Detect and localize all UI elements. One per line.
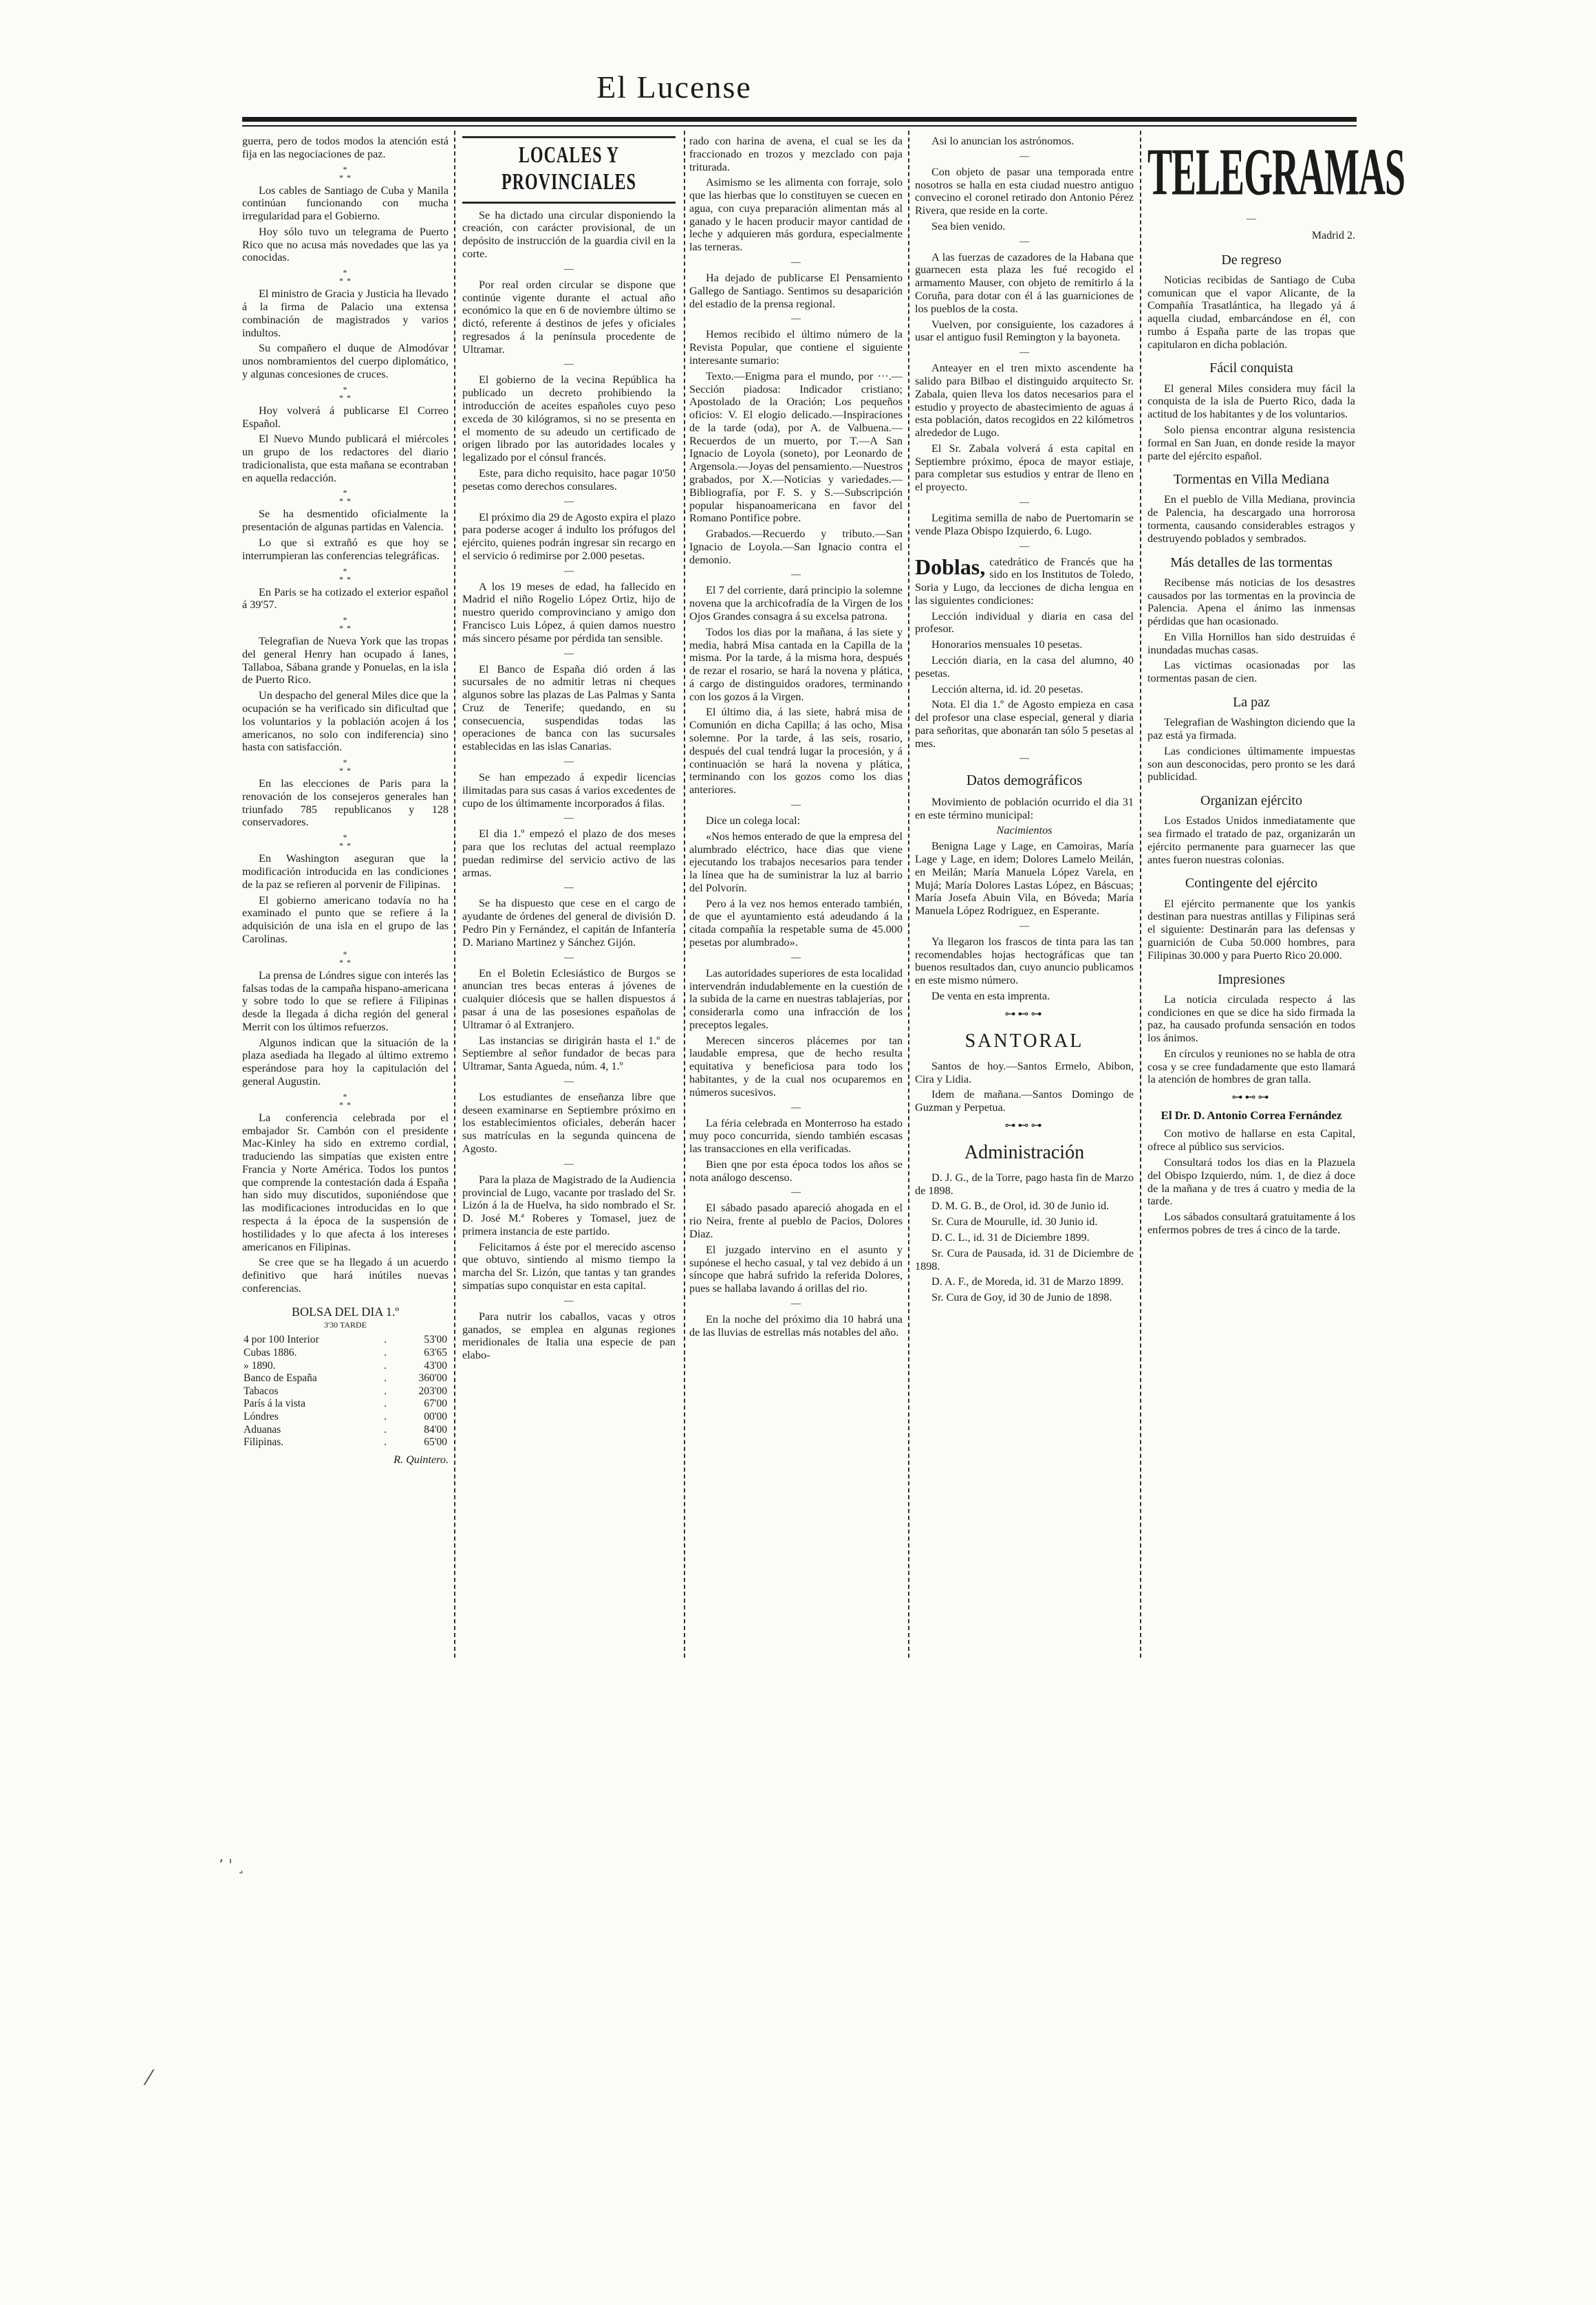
bolsa-leader: . bbox=[384, 1385, 387, 1397]
article-paragraph: Se ha dispuesto que cese en el cargo de ayudante de órdenes del general de división D. Pedro Pin y Fernández, el capitán de Infantería D. Mariano Martinez y Sánchez Gijón. bbox=[462, 897, 676, 949]
separator-dash: — bbox=[1020, 753, 1029, 764]
article-paragraph: La conferencia celebrada por el embajador Sr. Cambón con el presidente Mac-Kinley ha sido en extremo cordial, traduciendo las simpatías que existen entre Francia y Norte América. Todos los puntos que comprende la contestación dada á España han sido muy discutidos, suponiéndose que las modificaciones introducidas en lo que respecta á la época de la suspensión de hostilidades y lo que afecta á los intereses americanos en Filipinas. bbox=[242, 1111, 449, 1253]
column-5 bbox=[1147, 135, 1405, 1717]
bolsa-leader: . bbox=[384, 1372, 387, 1385]
separator-dash: — bbox=[791, 257, 801, 268]
news-heading: Organizan ejército bbox=[1200, 793, 1302, 809]
separator-dash: — bbox=[791, 314, 801, 325]
article-paragraph: rado con harina de avena, el cual se les da fraccionado en trozos y mezclado con paja triturada. bbox=[689, 135, 903, 173]
article-paragraph: Solo piensa encontrar alguna resistencia formal en San Juan, en donde reside la mayor parte del ejército español. bbox=[1147, 423, 1355, 462]
article-paragraph: Grabados.—Recuerdo y tributo.—San Ignacio de Loyola.—San Ignacio contra el demonio. bbox=[689, 528, 903, 566]
bolsa-value: 53'00 bbox=[424, 1334, 447, 1346]
article-paragraph: El último dia, á las siete, habrá misa de Comunión en dicha Capilla; á las ocho, Misa solemne. Por la tarde, á las seis, rosario, después del cual tendrá lugar la procesión, y á continuación se hará la novena y plática, terminando con los gozos como los dias anteriores. bbox=[689, 706, 903, 797]
separator-dash: — bbox=[564, 1158, 574, 1169]
separator-dash: — bbox=[791, 570, 801, 581]
bolsa-value: 67'00 bbox=[424, 1398, 447, 1410]
separator-dash: — bbox=[1247, 214, 1256, 224]
article-paragraph: Se cree que se ha llegado á un acuerdo definitivo que hará inútiles nuevas conferencias. bbox=[242, 1256, 449, 1295]
article-paragraph: Su compañero el duque de Almodóvar unos nombramientos del cuerpo diplomático, y algunas concesiones de cruces. bbox=[242, 342, 449, 380]
bolsa-value: 63'65 bbox=[424, 1347, 447, 1359]
separator-dash: — bbox=[791, 799, 801, 810]
column-3 bbox=[689, 135, 903, 1717]
article-paragraph: A los 19 meses de edad, ha fallecido en Madrid el niño Rogelio López Ortiz, hijo de nuestro querido comprovinciano y amigo don Francisco Luis López, á quien damos nuestro más sincero pésame por pérdida tan sensible. bbox=[462, 580, 676, 645]
header-rule-thick bbox=[242, 117, 1357, 122]
bolsa-table bbox=[242, 1334, 449, 1449]
separator-dash: — bbox=[1020, 920, 1029, 931]
separator-dash: — bbox=[791, 952, 801, 963]
ornament: ⊶⊷⊶ bbox=[1004, 1008, 1044, 1020]
article-paragraph: guerra, pero de todos modos la atención está fija en las negociaciones de paz. bbox=[242, 135, 449, 160]
section-heading: Datos demográficos bbox=[966, 772, 1083, 789]
article-paragraph: Algunos indican que la situación de la plaza asediada ha llegado al último extremo esperándose para hoy la capitulación del general Augustin. bbox=[242, 1036, 449, 1087]
bolsa-row bbox=[242, 1334, 449, 1347]
article-paragraph: Asi lo anuncian los astrónomos. bbox=[931, 135, 1075, 147]
bolsa-value: 360'00 bbox=[418, 1372, 447, 1385]
bolsa-leader: . bbox=[384, 1359, 387, 1372]
bolsa-time: 3'30 TARDE bbox=[324, 1319, 367, 1330]
column-divider bbox=[454, 131, 455, 1658]
bolsa-row bbox=[242, 1385, 449, 1398]
separator-dash: — bbox=[1020, 347, 1029, 358]
article-paragraph: Sr. Cura de Goy, id 30 de Junio de 1898. bbox=[931, 1291, 1112, 1304]
article-paragraph: Los sábados consultará gratuitamente á los enfermos pobres de tres á cinco de la tarde. bbox=[1147, 1211, 1355, 1236]
separator-dash: — bbox=[1020, 497, 1029, 508]
news-heading: De regreso bbox=[1221, 252, 1282, 268]
article-paragraph: Se han empezado á expedir licencias ilimitadas para sus casas á varios excedentes de cupo de los últimamente incorporados á filas. bbox=[462, 771, 676, 810]
article-paragraph: En círculos y reuniones no se habla de otra cosa y se cree fundadamente que esto llamará la atención de hombres de gran talla. bbox=[1147, 1047, 1355, 1086]
column-2 bbox=[462, 135, 676, 1717]
article-paragraph: Asimismo se les alimenta con forraje, solo que las hierbas que lo constituyen se cuecen en agua, con cuya preparación alimentan más al ganado y le hacen producir mayor cantidad de leche y adquieren más gordura, especialmente las terneras. bbox=[689, 176, 903, 254]
column-divider bbox=[1140, 131, 1141, 1658]
article-paragraph: El sábado pasado apareció ahogada en el rio Neira, frente al pueblo de Pacios, Dolores Diaz. bbox=[689, 1202, 903, 1241]
article-paragraph: Recibense más noticias de los desastres causados por las tormentas en la provincia de Palencia. Apena el ánimo las inmensas pérdidas que han ocasionado. bbox=[1147, 576, 1355, 628]
bolsa-value: 84'00 bbox=[424, 1423, 447, 1436]
article-paragraph: El gobierno de la vecina República ha publicado un decreto prohibiendo la introducción de aceites españoles cuyo peso exceda de 30 kilógramos, si no se presenta en el momento de su adeudo un certificado de origen librado por las autoridades locales y legalizado por el cónsul francés. bbox=[462, 374, 676, 464]
article-paragraph: En la noche del próximo dia 10 habrá una de las lluvias de estrellas más notables del año. bbox=[689, 1312, 903, 1339]
separator-dash: — bbox=[564, 263, 574, 274]
separator-dash: — bbox=[564, 1076, 574, 1087]
doblas-advertisement bbox=[915, 556, 1134, 607]
article-paragraph: La prensa de Lóndres sigue con interés las falsas todas de la campaña hispano-americana y sobre todo lo que se refiere á Filipinas desde la llegada á dicha región del general Merrit con los últimos refuerzos. bbox=[242, 968, 449, 1033]
article-paragraph: «Nos hemos enterado de que la empresa del alumbrado eléctrico, hace dias que viene ejecutando los trabajos necesarios para tender la línea que ha de suministrar la luz al barrio del Polvorín. bbox=[689, 830, 903, 894]
news-heading: Fácil conquista bbox=[1209, 360, 1293, 376]
article-paragraph: El Banco de España dió orden á las sucursales de no admitir letras ni cheques algunos sobre las plazas de Las Palmas y Santa Cruz de Tenerife; quedando, en su consecuencia, suspendidas todas las operaciones de banca con las sucursales establecidas en las islas Canarias. bbox=[462, 662, 676, 753]
bolsa-leader: . bbox=[384, 1334, 387, 1346]
separator-dash: — bbox=[564, 565, 574, 576]
section-title: LOCALES Y PROVINCIALES bbox=[462, 136, 676, 204]
bolsa-leader: . bbox=[384, 1398, 387, 1410]
article-paragraph: Este, para dicho requisito, hace pagar 10'50 pesetas como derechos consulares. bbox=[462, 466, 676, 493]
article-paragraph: Texto.—Enigma para el mundo, por ···.—Sección piadosa: Indicador cristiano; Apostolado de la Oración; Los pequeños oficios: V. El elogio delicado.—Inspiraciones de la tarde (oda), por A. de Valbuena.—Recuerdos de un muerto, por T.—A San Ignacio de Loyola (soneto), por Leonardo de Argensola.—Joyas del pensamiento.—Nuestros grabados, por X.—Noticias y variedades.—Bibliografía, por F. S. y S.—Subscripción popular hispanoamericana en favor del Romano Pontifice pobre. bbox=[689, 369, 903, 525]
article-paragraph: Todos los dias por la mañana, á las siete y media, habrá Misa cantada en la Capilla de la misma. Por la tarde, á la misma hora, después de rezar el rosario, se hará la novena y plática, á cargo de distinguidos oradores, terminando con los gozos á la Virgen. bbox=[689, 625, 903, 703]
article-paragraph: El próximo dia 29 de Agosto expira el plazo para poderse acoger á indulto los prófugos del ejército, quienes podrán ingresar sin recargo en el servicio ó redimirse por 2.000 pesetas. bbox=[462, 510, 676, 562]
article-paragraph: Pero á la vez nos hemos enterado también, de que el ayuntamiento está adeudando á la citada compañía la respetable suma de 45.000 pesetas por alumbrado». bbox=[689, 897, 903, 949]
bolsa-title: BOLSA DEL DIA 1.º bbox=[292, 1304, 399, 1319]
bolsa-leader: . bbox=[384, 1423, 387, 1436]
article-paragraph: D. J. G., de la Torre, pago hasta fin de Marzo de 1898. bbox=[915, 1171, 1134, 1197]
separator-dash: — bbox=[791, 1298, 801, 1309]
article-paragraph: Lección individual y diaria en casa del profesor. bbox=[915, 609, 1134, 636]
article-paragraph: Telegrafian de Washington diciendo que la paz está ya firmada. bbox=[1147, 716, 1355, 742]
masthead-title: El Lucense bbox=[596, 69, 752, 105]
separator-dash: — bbox=[564, 359, 574, 370]
article-paragraph: Lección diaria, en la casa del alumno, 40 pesetas. bbox=[915, 654, 1134, 680]
separator-dash: — bbox=[791, 1102, 801, 1113]
bolsa-row bbox=[242, 1424, 449, 1437]
separator-stars: * * * bbox=[339, 949, 352, 967]
article-paragraph: Idem de mañana.—Santos Domingo de Guzman y Perpetua. bbox=[915, 1088, 1134, 1114]
separator-stars: * * * bbox=[339, 164, 352, 182]
doblas-name: Doblas, bbox=[915, 554, 986, 579]
article-paragraph: Sr. Cura de Pausada, id. 31 de Diciembre de 1898. bbox=[915, 1246, 1134, 1273]
article-paragraph: Los cables de Santiago de Cuba y Manila continúan funcionando con mucha irregularidad para el Gobierno. bbox=[242, 184, 449, 223]
article-paragraph: Merecen sinceros plácemes por tan laudable empresa, que de hecho resulta equitativa y beneficiosa para todo los habitantes, y de la cual nos ocuparemos en números sucesivos. bbox=[689, 1034, 903, 1099]
column-divider bbox=[684, 131, 685, 1658]
article-paragraph: Para nutrir los caballos, vacas y otros ganados, se emplea en algunas regiones meridionales de Italia una especie de pan elabo- bbox=[462, 1310, 676, 1362]
bolsa-row bbox=[242, 1360, 449, 1373]
article-paragraph: Lo que si extrañó es que hoy se interrumpieran las conferencias telegráficas. bbox=[242, 536, 449, 562]
subsection-heading: Nacimientos bbox=[996, 824, 1053, 837]
article-paragraph: Consultará todos los dias en la Plazuela del Obispo Izquierdo, núm. 1, de diez á doce de la mañana y de tres á cuatro y media de la tarde. bbox=[1147, 1156, 1355, 1208]
article-paragraph: Para la plaza de Magistrado de la Audiencia provincial de Lugo, vacante por traslado del Sr. Lizón á la de Huelva, ha sido nombrado el Sr. D. José M.ª Roberes y Tomasel, juez de primera instancia de este partido. bbox=[462, 1173, 676, 1237]
column-4 bbox=[915, 135, 1134, 1717]
separator-dash: — bbox=[1020, 151, 1029, 162]
bolsa-label: Filipinas. bbox=[244, 1436, 284, 1449]
separator-dash: — bbox=[564, 952, 574, 963]
article-paragraph: Hoy volverá á publicarse El Correo Español. bbox=[242, 404, 449, 430]
bolsa-value: 203'00 bbox=[418, 1385, 447, 1397]
article-paragraph: La féria celebrada en Monterroso ha estado muy poco concurrida, siendo también escasas las transacciones en ella verificadas. bbox=[689, 1116, 903, 1156]
article-paragraph: Con motivo de hallarse en esta Capital, ofrece al público sus servicios. bbox=[1147, 1127, 1355, 1154]
section-heading: Administración bbox=[964, 1142, 1085, 1164]
article-paragraph: Dice un colega local: bbox=[706, 814, 801, 827]
article-paragraph: Un despacho del general Miles dice que la ocupación se ha verificado sin dificultad que los voluntarios y la población acojen á los americanos, no solo con indiferencia) sino hasta con satisfacción. bbox=[242, 689, 449, 754]
article-paragraph: El Nuevo Mundo publicará el miércoles un grupo de los redactores del diario tradicionalista, que esta mañana se econtraban en aquella redacción. bbox=[242, 433, 449, 484]
article-paragraph: Se ha desmentido oficialmente la presentación de algunas partidas en Valencia. bbox=[242, 508, 449, 534]
bolsa-row bbox=[242, 1347, 449, 1360]
bolsa-label: » 1890. bbox=[244, 1359, 276, 1372]
separator-dash: — bbox=[564, 813, 574, 824]
article-paragraph: El Sr. Zabala volverá á esta capital en Septiembre próximo, época de mayor estiaje, para completar sus estudios y entrar de lleno en el proyecto. bbox=[915, 442, 1134, 494]
scan-mark: ٬ ' ¸ bbox=[219, 1857, 246, 1874]
article-paragraph: Santos de hoy.—Santos Ermelo, Abibon, Cira y Lidia. bbox=[915, 1059, 1134, 1085]
article-paragraph: Las autoridades superiores de esta localidad intervendrán indudablemente en la cuestión de la subida de la carne en nuestras tablajerías, por considerarla como una infracción de los preceptos legales. bbox=[689, 966, 903, 1031]
article-paragraph: Hoy sólo tuvo un telegrama de Puerto Rico que no acusa más novedades que las ya conocidas. bbox=[242, 225, 449, 264]
article-paragraph: Hemos recibido el último número de la Revista Popular, que contiene el siguiente interesante sumario: bbox=[689, 328, 903, 367]
article-paragraph: En el pueblo de Villa Mediana, provincia de Palencia, ha descargado una horrorosa tormenta, causando considerables estragos y destruyendo poblados y sembrados. bbox=[1147, 493, 1355, 545]
article-paragraph: D. C. L., id. 31 de Diciembre 1899. bbox=[931, 1231, 1090, 1244]
news-heading: Tormentas en Villa Mediana bbox=[1173, 472, 1330, 488]
separator-dash: — bbox=[1020, 541, 1029, 552]
article-paragraph: El 7 del corriente, dará principio la solemne novena que la archicofradía de la Virgen de los Ojos Grandes consagra á su excelsa patrona. bbox=[689, 584, 903, 623]
article-paragraph: D. A. F., de Moreda, id. 31 de Marzo 1899. bbox=[931, 1275, 1124, 1288]
news-heading: Impresiones bbox=[1218, 971, 1285, 987]
ornament: ⊶⊷⊶ bbox=[1004, 1119, 1044, 1132]
article-paragraph: Noticias recibidas de Santiago de Cuba comunican que el vapor Alicante, de la Compañía Trasatlántica, ha llegado yá á aquella ciudad, embarcándose en él, con rumbo á España parte de las tropas que capitularon en dicha población. bbox=[1147, 273, 1355, 351]
ornament: ⊶⊷⊶ bbox=[1231, 1092, 1271, 1104]
article-paragraph: Los Estados Unidos inmediatamente que sea firmado el tratado de paz, organizarán un ejército permanente para guarnecer las que antes fueron nuestras colonias. bbox=[1147, 814, 1355, 866]
bolsa-label: Banco de España bbox=[244, 1372, 317, 1385]
section-heading: SANTORAL bbox=[964, 1030, 1084, 1052]
article-paragraph: El gobierno americano todavía no ha examinado el punto que se refiere á la adquisición de una isla en el grupo de las Carolinas. bbox=[242, 894, 449, 945]
news-heading: Más detalles de las tormentas bbox=[1170, 554, 1333, 570]
article-paragraph: Honorarios mensuales 10 pesetas. bbox=[931, 638, 1083, 651]
article-paragraph: Lección alterna, id. id. 20 pesetas. bbox=[931, 682, 1083, 695]
article-paragraph: El ministro de Gracia y Justicia ha llevado á la firma de Palacio una extensa combinación de magistrados y varios indultos. bbox=[242, 288, 449, 339]
article-paragraph: Ha dejado de publicarse El Pensamiento Gallego de Santiago. Sentimos su desaparición del estadio de la prensa regional. bbox=[689, 272, 903, 310]
column-1 bbox=[242, 135, 449, 1717]
bolsa-row bbox=[242, 1398, 449, 1411]
bolsa-signature: R. Quintero. bbox=[393, 1453, 449, 1466]
column-divider bbox=[908, 131, 909, 1658]
article-paragraph: Sr. Cura de Mourulle, id. 30 Junio id. bbox=[931, 1215, 1098, 1229]
article-paragraph: Las instancias se dirigirán hasta el 1.º de Septiembre al señor fundador de becas para Ultramar, Santa Agueda, núm. 4, 1.º bbox=[462, 1034, 676, 1073]
advertisement: Legitima semilla de nabo de Puertomarin se vende Plaza Obispo Izquierdo, 6. Lugo. bbox=[915, 511, 1134, 537]
dateline: Madrid 2. bbox=[1311, 230, 1355, 241]
article-paragraph: Los estudiantes de enseñanza libre que deseen examinarse en Septiembre próximo en los establecimientos oficiales, deberán hacer sus matrículas en la segunda quincena de Agosto. bbox=[462, 1090, 676, 1155]
bolsa-label: Aduanas bbox=[244, 1423, 281, 1436]
article-paragraph: Telegrafian de Nueva York que las tropas del general Henry han ocupado á Ianes, Tallaboa, Sábana grande y Ponuelas, en la isla de Puerto Rico. bbox=[242, 635, 449, 686]
separator-dash: — bbox=[564, 757, 574, 767]
doblas-text: catedrático de Francés que ha sido en los Institutos de Toledo, Soria y Lugo, da lecciones de dicha lengua en las siguientes condiciones: bbox=[915, 555, 1134, 607]
article-paragraph: Sea bien venido. bbox=[931, 219, 1006, 232]
separator-dash: — bbox=[564, 496, 574, 507]
separator-dash: — bbox=[564, 883, 574, 894]
separator-stars: * * * bbox=[339, 384, 352, 402]
article-paragraph: En Paris se ha cotizado el exterior español á 39'57. bbox=[242, 585, 449, 612]
bolsa-row bbox=[242, 1436, 449, 1449]
separator-stars: * * * bbox=[339, 1091, 352, 1110]
article-paragraph: De venta en esta imprenta. bbox=[931, 989, 1050, 1002]
advertisement-heading: El Dr. D. Antonio Correa Fernández bbox=[1161, 1108, 1342, 1122]
article-paragraph: Con objeto de pasar una temporada entre nosotros se halla en esta ciudad nuestro antiguo convecino el coronel retirado don Antonio Pérez Rivera, que reside en la corte. bbox=[915, 165, 1134, 217]
article-paragraph: Las condiciones últimamente impuestas son aun desconocidas, pero pronto se les dará publicidad. bbox=[1147, 744, 1355, 783]
article-paragraph: En las elecciones de Paris para la renovación de los consejeros generales han triunfado 785 republicanos y 128 conservadores. bbox=[242, 777, 449, 829]
article-paragraph: D. M. G. B., de Orol, id. 30 de Junio id. bbox=[931, 1200, 1110, 1213]
section-title: TELEGRAMAS bbox=[1147, 135, 1405, 209]
article-paragraph: Vuelven, por consiguiente, los cazadores á usar el antiguo fusil Remington y la bayoneta. bbox=[915, 318, 1134, 344]
separator-dash: — bbox=[564, 1295, 574, 1306]
bolsa-label: Tabacos bbox=[244, 1385, 279, 1397]
article-paragraph: El dia 1.º empezó el plazo de dos meses para que los reclutas del actual reemplazo puedan redimirse del servicio activo de las armas. bbox=[462, 827, 676, 879]
article-paragraph: La noticia circulada respecto á las condiciones en que se dice ha sido firmada la paz, ha causado profunda sensación en todos los ánimos. bbox=[1147, 993, 1355, 1045]
article-paragraph: El ejército permanente que los yankis destinan para nuestras antillas y Filipinas será el siguiente: Destinarán para las defensas y guarnición de Cuba 50.000 hombres, para Filipinas 30.000 y para Puerto Rico 20.000. bbox=[1147, 897, 1355, 962]
bolsa-label: Cubas 1886. bbox=[244, 1347, 297, 1359]
separator-stars: * * * bbox=[339, 565, 352, 584]
separator-dash: — bbox=[1020, 236, 1029, 247]
separator-stars: * * * bbox=[339, 488, 352, 506]
bolsa-leader: . bbox=[384, 1347, 387, 1359]
article-paragraph: Anteayer en el tren mixto ascendente ha salido para Bilbao el distinguido arquitecto Sr. Zabala, quien lleva los datos necesarios para el estudio y proyecto de abastecimiento de aguas á esta población, datos recogidos en 22 kilómetros alrededor de Lugo. bbox=[915, 362, 1134, 440]
bolsa-value: 43'00 bbox=[424, 1359, 447, 1372]
bolsa-row bbox=[242, 1411, 449, 1424]
header-rule-thin bbox=[242, 125, 1357, 127]
bolsa-label: 4 por 100 Interior bbox=[244, 1334, 319, 1346]
scan-mark: ⁄ bbox=[147, 2066, 151, 2090]
separator-stars: * * * bbox=[339, 757, 352, 776]
separator-stars: * * * bbox=[339, 832, 352, 851]
article-paragraph: Felicitamos á éste por el merecido ascenso que obtuvo, sintiendo al mismo tiempo la marcha del Sr. Lizón, que tantas y tan grandes simpatías supo conquistar en esta capital. bbox=[462, 1240, 676, 1292]
separator-stars: * * * bbox=[339, 615, 352, 634]
bolsa-value: 65'00 bbox=[424, 1436, 447, 1449]
separator-dash: — bbox=[791, 1187, 801, 1198]
article-paragraph: En Washington aseguran que la modificación introducida en las condiciones de la paz se refieren al porvenir de Filipinas. bbox=[242, 852, 449, 891]
article-paragraph: Benigna Lage y Lage, en Camoiras, María Lage y Lage, en idem; Dolores Lamelo Meilán, en Meilán; María Manuela López Varela, en Mujá; María Dolores Lastas López, en Báscuas; María Josefa Abuin Vila, en Bóveda; María Manuela López Rodriguez, en Esperante. bbox=[915, 840, 1134, 918]
article-paragraph: El juzgado intervino en el asunto y supónese el hecho casual, y tal vez debido á un síncope que habrá sufrido la referida Dolores, pues se hallaba lavando á orillas del rio. bbox=[689, 1243, 903, 1295]
article-paragraph: Las victimas ocasionadas por las tormentas pasan de cien. bbox=[1147, 659, 1355, 685]
article-paragraph: Movimiento de población ocurrido el dia 31 en este término municipal: bbox=[915, 795, 1134, 821]
article-paragraph: Nota. El dia 1.º de Agosto empieza en casa del profesor una clase especial, general y diaria para señoritas, que abonarán tan sólo 5 pesetas al mes. bbox=[915, 698, 1134, 750]
article-paragraph: En Villa Hornillos han sido destruidas é inundadas muchas casas. bbox=[1147, 630, 1355, 656]
bolsa-row bbox=[242, 1372, 449, 1385]
article-paragraph: Se ha dictado una circular disponiendo la creación, con carácter provisional, de un depósito de instrucción de la guardia civil en la corte. bbox=[462, 208, 676, 260]
bolsa-value: 00'00 bbox=[424, 1411, 447, 1423]
bolsa-label: Lóndres bbox=[244, 1411, 279, 1423]
article-paragraph: Ya llegaron los frascos de tinta para las tan recomendables hojas hectográficas que tan buenos resultados dan, cuyo anuncio publicamos en este mismo número. bbox=[915, 935, 1134, 987]
bolsa-leader: . bbox=[384, 1436, 387, 1449]
separator-dash: — bbox=[564, 648, 574, 659]
article-paragraph: Por real orden circular se dispone que continúe vigente durante el actual año económico la que en 6 de noviembre último se dictó, referente á destinos de jefes y oficiales regresados á la península procedente de Ultramar. bbox=[462, 278, 676, 356]
article-paragraph: A las fuerzas de cazadores de la Habana que guarnecen esta plaza les fué recogido el armamento Mauser, con objeto de remitirlo á la Coruña, para dotar con él á las guarniciones de los pueblos de la costa. bbox=[915, 250, 1134, 315]
article-paragraph: Bien qne por esta época todos los años se nota análogo descenso. bbox=[689, 1158, 903, 1184]
article-paragraph: En el Boletin Eclesiástico de Burgos se anuncian tres becas enteras á jóvenes de cualquier diócesis que se hallen dispuestos á pasar á una de las posesiones españolas de Ultramar ó al Extranjero. bbox=[462, 966, 676, 1031]
bolsa-leader: . bbox=[384, 1411, 387, 1423]
article-paragraph: El general Miles considera muy fácil la conquista de la isla de Puerto Rico, dada la actitud de los habitantes y de los voluntarios. bbox=[1147, 382, 1355, 421]
news-heading: La paz bbox=[1233, 695, 1270, 711]
bolsa-label: París á la vista bbox=[244, 1398, 305, 1410]
separator-stars: * * * bbox=[339, 268, 352, 286]
news-heading: Contingente del ejército bbox=[1185, 876, 1318, 891]
